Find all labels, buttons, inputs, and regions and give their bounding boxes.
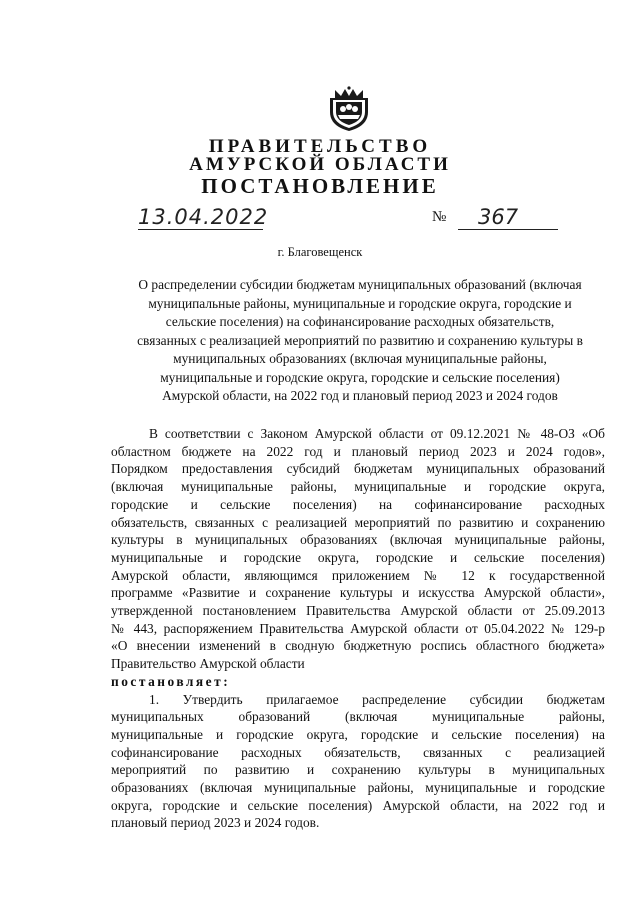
title-line: связанных с реализацией мероприятий по развитию и сохранению культуры в — [137, 332, 583, 348]
coat-of-arms-icon — [327, 86, 371, 132]
body-line: областном бюджете на 2022 год и плановый период 2023 и 2024 годов», — [111, 443, 605, 459]
body-line: Порядком предоставления субсидий бюджетам муниципальных образований — [111, 461, 605, 477]
document-type: ПОСТАНОВЛЕНИЕ — [201, 174, 439, 198]
number-sign: № — [432, 209, 447, 225]
body-line: обязательств, связанных с реализацией мероприятий по развитию и сохранению — [111, 514, 605, 530]
document-body — [111, 425, 605, 832]
government-title-line2: АМУРСКОЙ ОБЛАСТИ — [189, 154, 451, 175]
title-line: муниципальные районы, муниципальные и городские округа, городские и — [148, 295, 572, 311]
body-line: № 443, распоряжением Правительства Амурской области от 05.04.2022 № 129-р — [111, 620, 605, 636]
clause-1-line: муниципальных образований (включая муниципальные районы, — [111, 709, 605, 725]
document-number: 367 — [458, 205, 558, 230]
resolution-word: постановляет: — [111, 673, 231, 689]
document-date: 13.04.2022 — [138, 205, 269, 229]
body-line: Амурской области, являющимся приложением № 12 к государственной — [111, 567, 605, 583]
title-line: Амурской области, на 2022 год и плановый период 2023 и 2024 годов — [162, 388, 558, 403]
city: г. Благовещенск — [277, 245, 363, 259]
body-line: культуры в муниципальных образованиях (включая муниципальные районы, — [111, 532, 605, 548]
body-line: В соответствии с Законом Амурской области от 09.12.2021 № 48-ОЗ «Об — [149, 426, 605, 441]
body-line: (включая муниципальные районы, муниципальные и городские округа, — [111, 479, 605, 495]
body-line: утвержденной постановлением Правительства Амурской области от 25.09.2013 — [111, 603, 605, 619]
clause-1-line: округа, городские и сельские поселения) Амурской области, на 2022 год и — [111, 797, 605, 813]
clause-1-line: образованиях (включая муниципальные районы, муниципальные и городские — [111, 780, 605, 796]
clause-1-line: плановый период 2023 и 2024 годов. — [111, 815, 320, 831]
government-title-line1: ПРАВИТЕЛЬСТВО — [208, 136, 432, 157]
title-line: О распределении субсидии бюджетам муниципальных образований (включая — [138, 277, 582, 292]
body-line: Правительство Амурской области — [111, 656, 305, 672]
body-line: городские и сельские поселения) на софинансирование расходных — [111, 496, 605, 512]
document-title — [110, 276, 610, 406]
body-line: муниципальные и городские округа, городские и сельские поселения) — [111, 549, 605, 565]
clause-1-line: софинансирование расходных обязательств, связанных с реализацией — [111, 744, 605, 760]
title-line: муниципальные и городские округа, городские и сельские поселения) — [160, 369, 560, 385]
title-line: сельские поселения) на софинансирование расходных обязательств, — [165, 314, 555, 329]
clause-1-line: муниципальные и городские округа, городские и сельские поселения) на — [111, 726, 605, 742]
body-line: программе «Развитие и сохранение культуры и искусства Амурской области», — [111, 585, 605, 601]
clause-1-line: мероприятий по развитию и сохранению культуры в муниципальных — [111, 762, 605, 778]
title-line: муниципальных образованиях (включая муниципальные районы, — [173, 351, 547, 366]
clause-1-line: 1. Утвердить прилагаемое распределение субсидии бюджетам — [149, 691, 605, 707]
body-line: «О внесении изменений в сводную бюджетную роспись областного бюджета» — [111, 638, 605, 654]
